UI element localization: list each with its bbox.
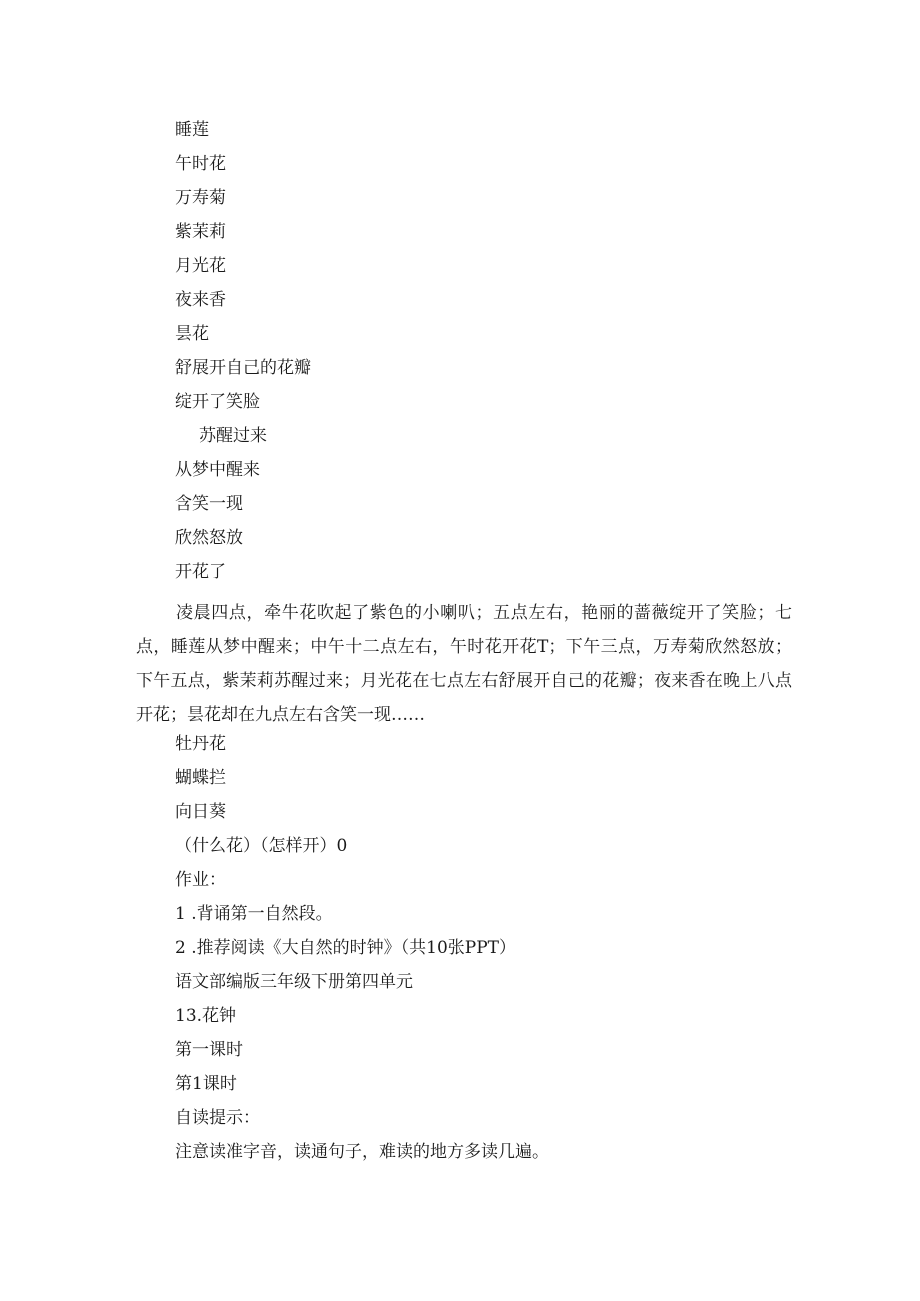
- word-line: 向日葵: [175, 802, 226, 822]
- homework-item: 1 .背诵第一自然段。: [175, 904, 333, 924]
- text-paragraph: 凌晨四点，牵牛花吹起了紫色的小喇叭；五点左右，艳丽的蔷薇绽开了笑脸；七点，睡莲从梦中醒来；中午十二点左右，午时花开花T；下午三点，万寿菊欣然怒放；下午五点，紫茉莉苏醒过来；月光花在七点左右舒展开自己的花瓣；夜来香在晚上八点开花；昙花却在九点左右含笑一现……: [136, 603, 792, 725]
- phrase-line: 舒展开自己的花瓣: [175, 358, 311, 378]
- homework-item: 2 .推荐阅读《大自然的时钟》（共10张PPT）: [175, 938, 516, 958]
- word-line: 午时花: [175, 154, 226, 174]
- word-line: 月光花: [175, 256, 226, 276]
- phrase-line: 开花了: [175, 562, 226, 582]
- homework-heading: 作业：: [175, 870, 226, 890]
- word-line: 夜来香: [175, 290, 226, 310]
- word-line: 蝴蝶拦: [175, 768, 226, 788]
- prompt-line: （什么花）（怎样开）0: [175, 836, 348, 856]
- self-reading-tip: 注意读准字音，读通句子，难读的地方多读几遍。: [175, 1142, 549, 1162]
- phrase-line: 欣然怒放: [175, 528, 243, 548]
- word-line: 睡莲: [175, 120, 209, 140]
- period-title: 第一课时: [175, 1040, 243, 1060]
- word-line: 万寿菊: [175, 188, 226, 208]
- word-line: 紫茉莉: [175, 222, 226, 242]
- word-line: 牡丹花: [175, 734, 226, 754]
- phrase-line: 苏醒过来: [199, 426, 267, 446]
- lesson-title: 13.花钟: [175, 1006, 237, 1026]
- phrase-line: 从梦中醒来: [175, 460, 260, 480]
- phrase-line: 含笑一现: [175, 494, 243, 514]
- period-title: 第1课时: [175, 1074, 237, 1094]
- self-reading-heading: 自读提示：: [175, 1108, 260, 1128]
- unit-title: 语文部编版三年级下册第四单元: [175, 972, 413, 992]
- word-line: 昙花: [175, 324, 209, 344]
- phrase-line: 绽开了笑脸: [175, 392, 260, 412]
